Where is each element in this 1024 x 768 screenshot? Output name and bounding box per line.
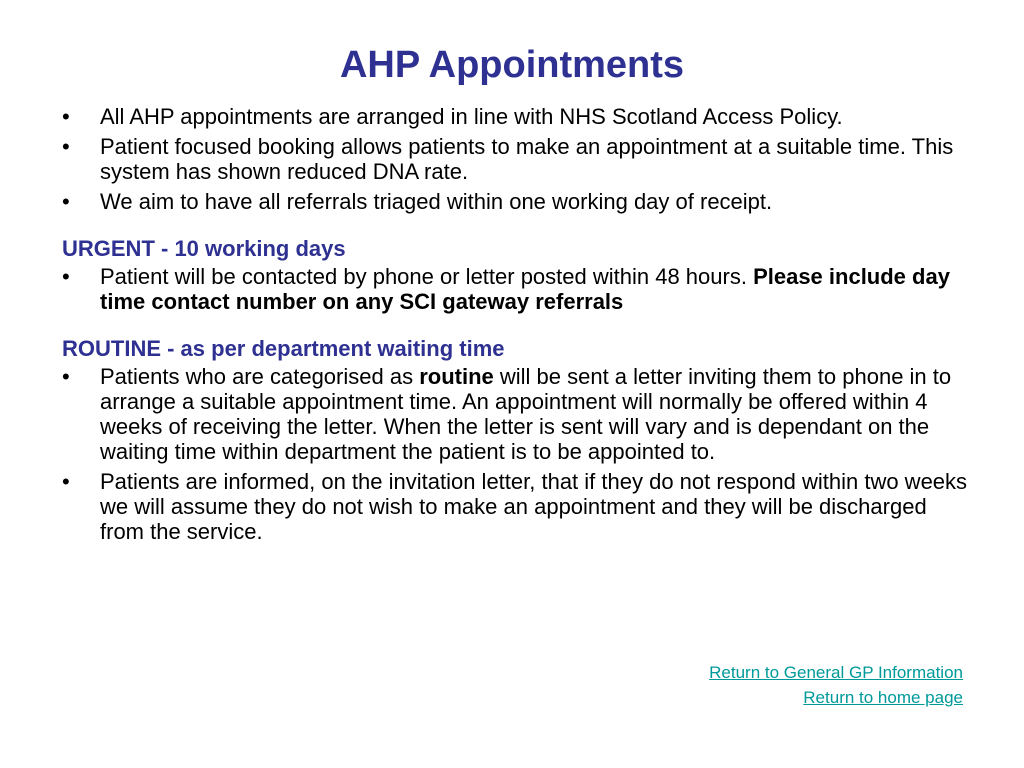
list-item — [62, 104, 972, 129]
list-item-text: We aim to have all referrals triaged within one working day of receipt. — [100, 189, 773, 214]
return-home-link[interactable]: Return to home page — [803, 688, 963, 707]
bullet-icon: • — [62, 264, 70, 289]
bullet-icon: • — [62, 189, 70, 214]
list-item-text: All AHP appointments are arranged in line with NHS Scotland Access Policy. — [100, 104, 843, 129]
footer-links — [709, 660, 963, 710]
return-gp-info-link[interactable]: Return to General GP Information — [709, 663, 963, 682]
bullet-icon: • — [62, 364, 70, 389]
list-item-bold-text: routine — [419, 364, 494, 389]
list-item — [62, 134, 972, 184]
list-item-text: will be sent a letter inviting them to phone in to arrange a suitable appointment time. An appointment will normally be offered within 4 weeks of receiving the letter. When the letter is sent will vary and is dependant on the waiting time within department the patient is to be appointed to. — [100, 364, 952, 464]
bullet-icon: • — [62, 104, 70, 129]
list-item — [62, 189, 972, 214]
list-item-text: Patients who are categorised as — [100, 364, 420, 389]
routine-list — [62, 364, 972, 544]
list-item-text: Patient will be contacted by phone or letter posted within 48 hours. — [100, 264, 754, 289]
list-item — [62, 469, 972, 544]
routine-heading: ROUTINE - as per department waiting time — [62, 336, 505, 361]
bullet-icon: • — [62, 469, 70, 494]
list-item — [62, 364, 972, 464]
list-item-bold-text: Please include day time contact number on any SCI gateway referrals — [100, 264, 950, 314]
list-item-text: Patients are informed, on the invitation letter, that if they do not respond within two weeks we will assume they do not wish to make an appointment and they will be discharged from the service. — [100, 469, 968, 544]
urgent-list — [62, 264, 972, 314]
list-item — [62, 264, 972, 314]
bullet-icon: • — [62, 134, 70, 159]
intro-list — [62, 104, 972, 214]
urgent-heading: URGENT - 10 working days — [62, 236, 346, 261]
page-title: AHP Appointments — [339, 44, 685, 86]
list-item-text: Patient focused booking allows patients to make an appointment at a suitable time. This system has shown reduced DNA rate. — [100, 134, 954, 184]
main-content — [62, 104, 972, 549]
